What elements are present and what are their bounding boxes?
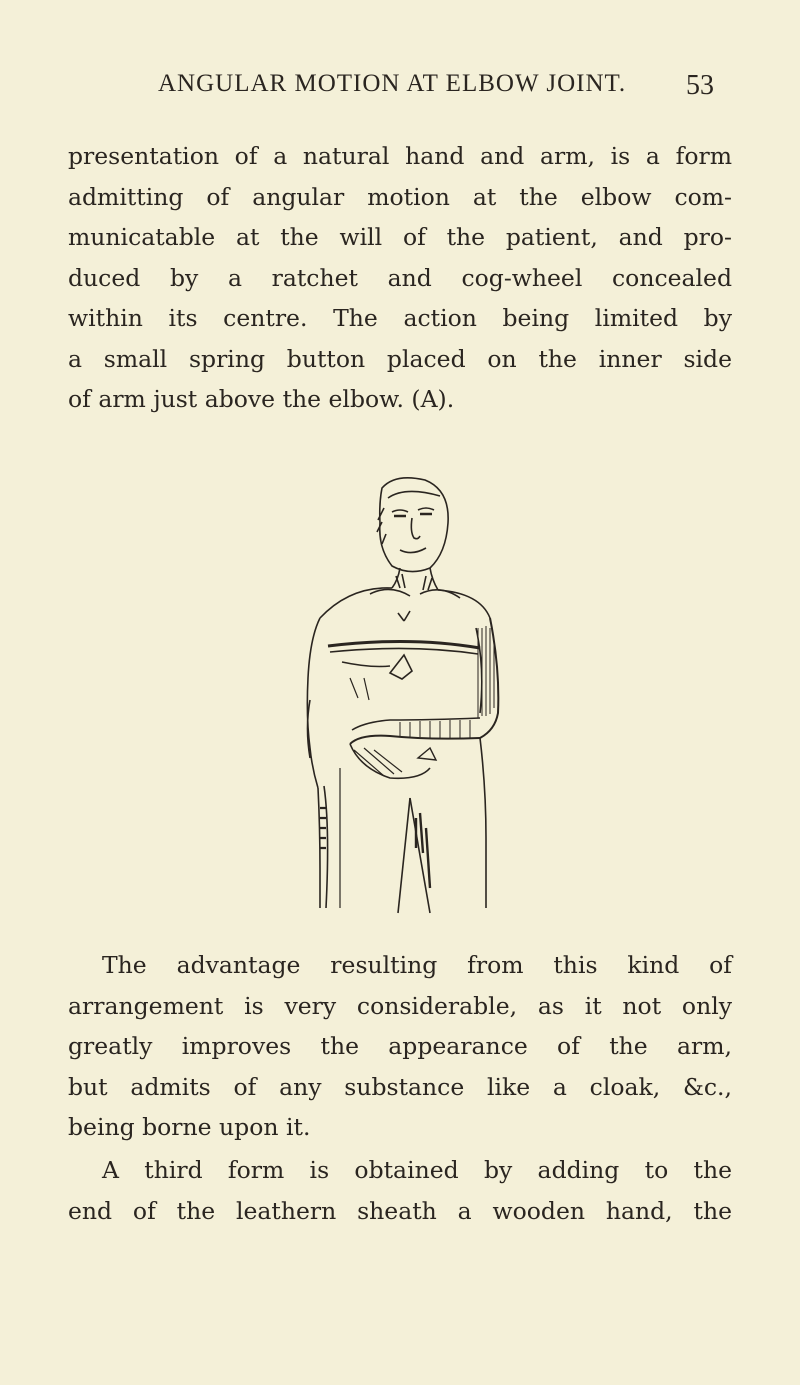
paragraph-line: but admits of any substance like a cloak, &c., [68, 1072, 732, 1101]
paragraph-line: A third form is obtained by adding to the [102, 1156, 732, 1184]
paragraph-line: arrangement is very considerable, as it not only [68, 991, 732, 1020]
header-title: ANGULAR MOTION AT ELBOW JOINT. [158, 70, 627, 97]
paragraph-line: municatable at the will of the patient, and pro- [68, 223, 732, 251]
paragraph-1 [68, 136, 732, 420]
paragraph-line: duced by a ratchet and cog-wheel concealed [68, 263, 732, 292]
paragraph-line: admitting of angular motion at the elbow com- [68, 182, 732, 211]
paragraph-line: a small spring button placed on the inner side [68, 344, 732, 373]
paragraph-line: within its centre. The action being limited by [68, 304, 732, 332]
paragraph-line: end of the leathern sheath a wooden hand, the [68, 1196, 732, 1225]
paragraph-line: The advantage resulting from this kind of [102, 951, 732, 979]
prosthetic-arm-illustration [280, 468, 510, 918]
paragraph-line: being borne upon it. [68, 1113, 311, 1141]
paragraph-3 [68, 1150, 732, 1231]
paragraph-line: presentation of a natural hand and arm, is a form [68, 142, 732, 170]
running-header [0, 70, 800, 110]
page-number: 53 [686, 70, 714, 101]
paragraph-line: of arm just above the elbow. (A). [68, 385, 455, 413]
paragraph-line: greatly improves the appearance of the arm, [68, 1032, 732, 1060]
paragraph-2 [68, 945, 732, 1148]
